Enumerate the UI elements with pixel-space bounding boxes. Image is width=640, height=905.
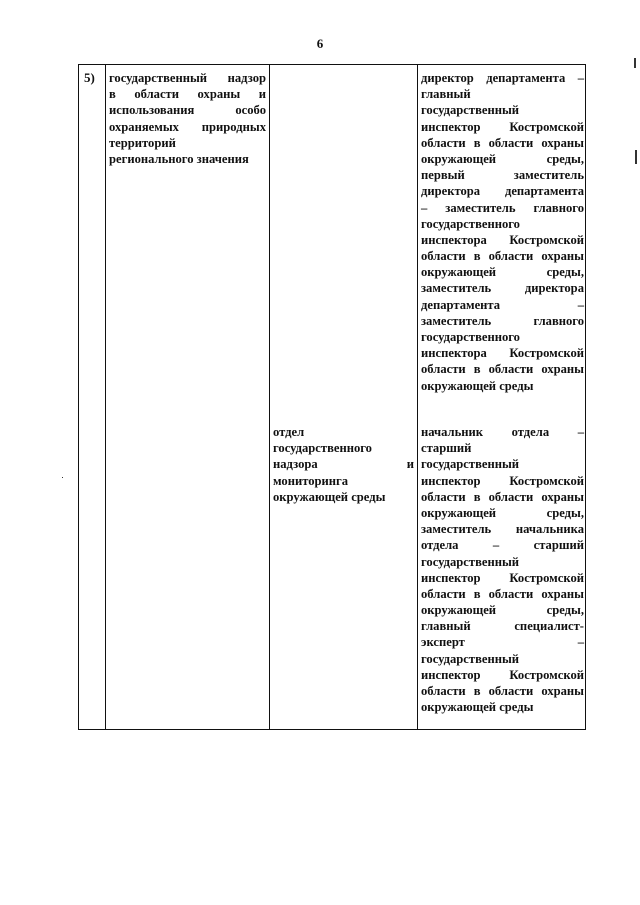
official-line: первый заместитель [421, 168, 584, 183]
official-line: департамента – [421, 297, 584, 312]
column-divider [269, 65, 270, 729]
department-cell [273, 424, 414, 505]
official-line: заместитель главного [421, 313, 584, 328]
official-line: директора департамента [421, 184, 584, 199]
official-line: области в области охраны [421, 489, 584, 504]
official-line: начальник отдела – [421, 425, 584, 439]
official-line: эксперт – [421, 635, 584, 650]
official-line: – заместитель главного [421, 200, 584, 215]
official-line: окружающей среды, [421, 603, 584, 618]
official-line: окружающей среды, [421, 151, 584, 166]
department-line: отдел [273, 425, 305, 439]
official-line: окружающей среды, [421, 265, 584, 280]
subject-line: в области охраны и [109, 87, 266, 102]
official-line: окружающей среды, [421, 505, 584, 520]
official-line: государственный [421, 457, 520, 472]
scan-artifact [634, 58, 636, 68]
official-line: государственный [421, 103, 520, 118]
official-line: государственный [421, 651, 520, 666]
official-line: области в области охраны [421, 249, 584, 264]
department-line: окружающей среды [273, 489, 386, 504]
official-line: области в области охраны [421, 135, 584, 150]
subject-line: территорий [109, 135, 176, 150]
official-line: инспектор Костромской [421, 667, 584, 682]
official-line: государственного [421, 330, 520, 344]
official-line: инспектор Костромской [421, 473, 584, 488]
official-line: инспектор Костромской [421, 119, 584, 134]
officials-cell-top [421, 70, 584, 394]
row-number: 5) [84, 70, 95, 85]
official-line: главный [421, 87, 471, 102]
subject-line: охраняемых природных [109, 119, 266, 134]
document-table [78, 64, 586, 730]
department-line: мониторинга [273, 473, 349, 488]
official-line: государственный [421, 554, 520, 569]
official-line: области в области охраны [421, 586, 584, 601]
official-line: области в области охраны [421, 684, 584, 698]
official-line: окружающей среды [421, 378, 534, 393]
column-divider [105, 65, 106, 729]
official-line: старший [421, 441, 472, 456]
subject-line: использования особо [109, 103, 266, 118]
official-line: заместитель директора [421, 281, 584, 296]
scan-artifact [635, 150, 637, 164]
subject-line: регионального значения [109, 151, 249, 166]
official-line: окружающей среды [421, 700, 534, 715]
scan-artifact [62, 477, 63, 478]
subject-line: государственный надзор [109, 71, 266, 85]
subject-cell [109, 70, 266, 167]
official-line: области в области охраны [421, 362, 584, 377]
page-number: 6 [316, 36, 324, 51]
official-line: отдела – старший [421, 538, 584, 553]
official-line: директор департамента – [421, 71, 584, 85]
official-line: инспектора Костромской [421, 232, 584, 247]
official-line: инспектора Костромской [421, 346, 584, 361]
department-line: государственного [273, 441, 372, 456]
officials-cell-bottom [421, 424, 584, 715]
official-line: заместитель начальника [421, 522, 584, 537]
official-line: инспектор Костромской [421, 570, 584, 585]
official-line: государственного [421, 216, 520, 231]
column-divider [417, 65, 418, 729]
department-line: надзора и [273, 457, 414, 472]
official-line: главный специалист- [421, 619, 584, 634]
